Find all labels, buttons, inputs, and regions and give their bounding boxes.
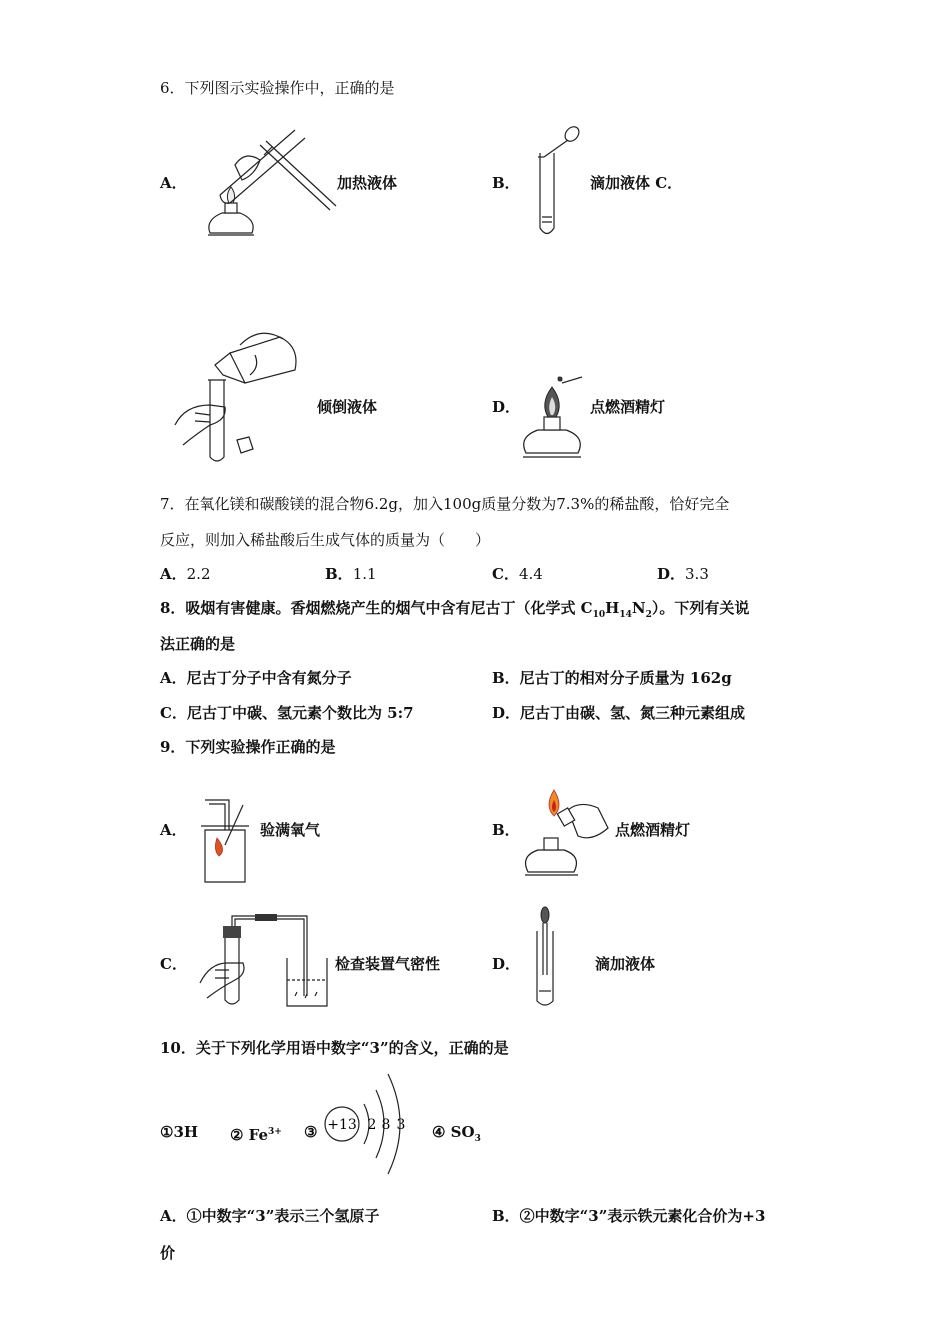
shell-2-count: 8 <box>381 1117 391 1133</box>
pouring-liquid-illustration <box>165 325 315 465</box>
q8-stem-line2: 法正确的是 <box>160 635 236 653</box>
q6-option-d-label: 点燃酒精灯 <box>590 398 666 416</box>
q9-option-c-letter[interactable]: C． <box>160 955 187 973</box>
q10-item1: ①3H <box>160 1123 199 1141</box>
q7-option-a-text: 2.2 <box>186 565 211 583</box>
q7-option-a-letter: A． <box>160 565 187 583</box>
q7-option-b-text: 1.1 <box>352 565 377 583</box>
shell-3-count: 3 <box>396 1117 406 1133</box>
lighting-lamp-illustration <box>518 375 593 465</box>
q8-option-c[interactable]: C．尼古丁中碳、氢元素个数比为 5:7 <box>160 704 414 722</box>
q10-item3: ③ <box>304 1123 318 1141</box>
q10-item2 <box>230 1122 282 1145</box>
q7-option-d[interactable] <box>657 564 709 584</box>
q10-item2-fe: ② Fe <box>230 1126 269 1144</box>
q7-option-b[interactable] <box>325 564 377 584</box>
airtightness-check-illustration <box>195 908 335 1013</box>
q8-option-b[interactable]: B．尼古丁的相对分子质量为 162g <box>492 669 732 687</box>
q8-h: H <box>605 599 620 617</box>
q8-stem-post: ）。下列有关说 <box>651 599 750 617</box>
q8-stem-pre: 8．吸烟有害健康。香烟燃烧产生的烟气中含有尼古丁（化学式 C <box>160 599 593 617</box>
q10-option-a[interactable]: A．①中数字“3”表示三个氢原子 <box>160 1207 380 1225</box>
q8-sub-c: 10 <box>592 610 606 620</box>
q6-option-a-label: 加热液体 <box>337 174 398 192</box>
lamp-to-lamp-illustration <box>520 780 620 880</box>
q7-option-d-text: 3.3 <box>685 565 709 583</box>
q7-option-d-letter: D． <box>657 565 686 583</box>
dropping-liquid-illustration <box>530 125 590 245</box>
q7-option-b-letter: B． <box>325 565 353 583</box>
q9-option-c-label: 检查装置气密性 <box>335 955 441 973</box>
q7-option-a[interactable] <box>160 564 211 584</box>
q7-stem-line2: 反应，则加入稀盐酸后生成气体的质量为（ ） <box>160 531 491 549</box>
oxygen-full-test-illustration <box>195 790 260 885</box>
q9-option-d-letter[interactable]: D． <box>492 955 521 973</box>
q9-option-a-label: 验满氧气 <box>260 821 321 839</box>
q9-option-b-letter[interactable]: B． <box>492 821 520 839</box>
q8-sub-h: 14 <box>619 610 632 620</box>
q6-option-b-letter[interactable]: B． <box>492 174 520 192</box>
q7-option-c-letter: C． <box>492 565 519 583</box>
dropper-in-tube-illustration <box>525 903 565 1008</box>
q7-option-c[interactable] <box>492 564 543 584</box>
q8-n: N <box>631 599 646 617</box>
q10-item4 <box>432 1122 481 1149</box>
heating-liquid-illustration <box>200 125 340 250</box>
q7-stem-line1: 7．在氧化镁和碳酸镁的混合物6.2g，加入100g质量分数为7.3%的稀盐酸，恰好完全 <box>160 495 730 513</box>
q10-item4-so: ④ SO <box>432 1123 475 1141</box>
q9-option-b-label: 点燃酒精灯 <box>615 821 691 839</box>
q10-item2-charge: 3+ <box>268 1127 282 1137</box>
q9-option-a-letter[interactable]: A． <box>160 821 187 839</box>
q10-option-b-continued: 价 <box>160 1244 176 1262</box>
q8-option-d[interactable]: D．尼古丁由碳、氢、氮三种元素组成 <box>492 704 746 722</box>
q6-option-c-label: 倾倒液体 <box>317 398 378 416</box>
q7-option-c-text: 4.4 <box>518 565 543 583</box>
aluminium-atom-structure-diagram <box>320 1070 420 1180</box>
q8-stem-line1 <box>160 598 749 625</box>
q10-item4-subscript: 3 <box>474 1134 481 1144</box>
atom-nucleus-label: +13 <box>327 1117 357 1133</box>
q6-option-a-letter[interactable]: A． <box>160 174 187 192</box>
q6-option-d-letter[interactable]: D． <box>492 398 521 416</box>
q8-option-a[interactable]: A．尼古丁分子中含有氮分子 <box>160 669 352 687</box>
shell-1-count: 2 <box>367 1117 377 1133</box>
q9-stem: 9．下列实验操作正确的是 <box>160 738 336 756</box>
q6-stem: 6．下列图示实验操作中，正确的是 <box>160 79 395 97</box>
q8-sub-n: 2 <box>645 610 652 620</box>
q10-stem: 10．关于下列化学用语中数字“3”的含义，正确的是 <box>160 1039 509 1057</box>
q10-option-b[interactable]: B．②中数字“3”表示铁元素化合价为+3 <box>492 1207 766 1225</box>
q6-option-b-label: 滴加液体 C． <box>590 174 683 192</box>
q9-option-d-label: 滴加液体 <box>595 955 656 973</box>
